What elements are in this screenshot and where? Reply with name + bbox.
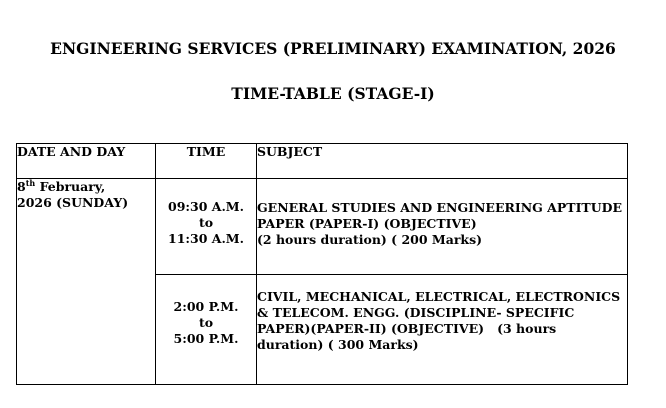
date-line-2: 2026 (SUNDAY) xyxy=(17,195,129,210)
document-subtitle: TIME-TABLE (STAGE-I) xyxy=(231,84,435,103)
table-row xyxy=(17,179,628,275)
date-line-1: 8th February, xyxy=(17,177,106,194)
subject-cell-session-2: CIVIL, MECHANICAL, ELECTRICAL, ELECTRONICS & TELECOM. ENGG. (DISCIPLINE- SPECIFIC PAPER)(PAPER-II) (OBJECTIVE) (3 hours duration) ( 300 Marks) xyxy=(257,275,628,385)
column-header-subject: SUBJECT xyxy=(257,144,628,179)
time-cell-session-2: 2:00 P.M. to 5:00 P.M. xyxy=(156,275,257,385)
column-header-date: DATE AND DAY xyxy=(17,144,156,179)
date-cell xyxy=(17,179,156,385)
table-header-row xyxy=(17,144,628,179)
timetable xyxy=(16,143,628,385)
column-header-time: TIME xyxy=(156,144,257,179)
subject-cell-session-1: GENERAL STUDIES AND ENGINEERING APTITUDE PAPER (PAPER-I) (OBJECTIVE) (2 hours duration) ( 200 Marks) xyxy=(257,179,628,275)
document-title: ENGINEERING SERVICES (PRELIMINARY) EXAMINATION, 2026 xyxy=(50,39,616,58)
time-cell-session-1: 09:30 A.M. to 11:30 A.M. xyxy=(156,179,257,275)
